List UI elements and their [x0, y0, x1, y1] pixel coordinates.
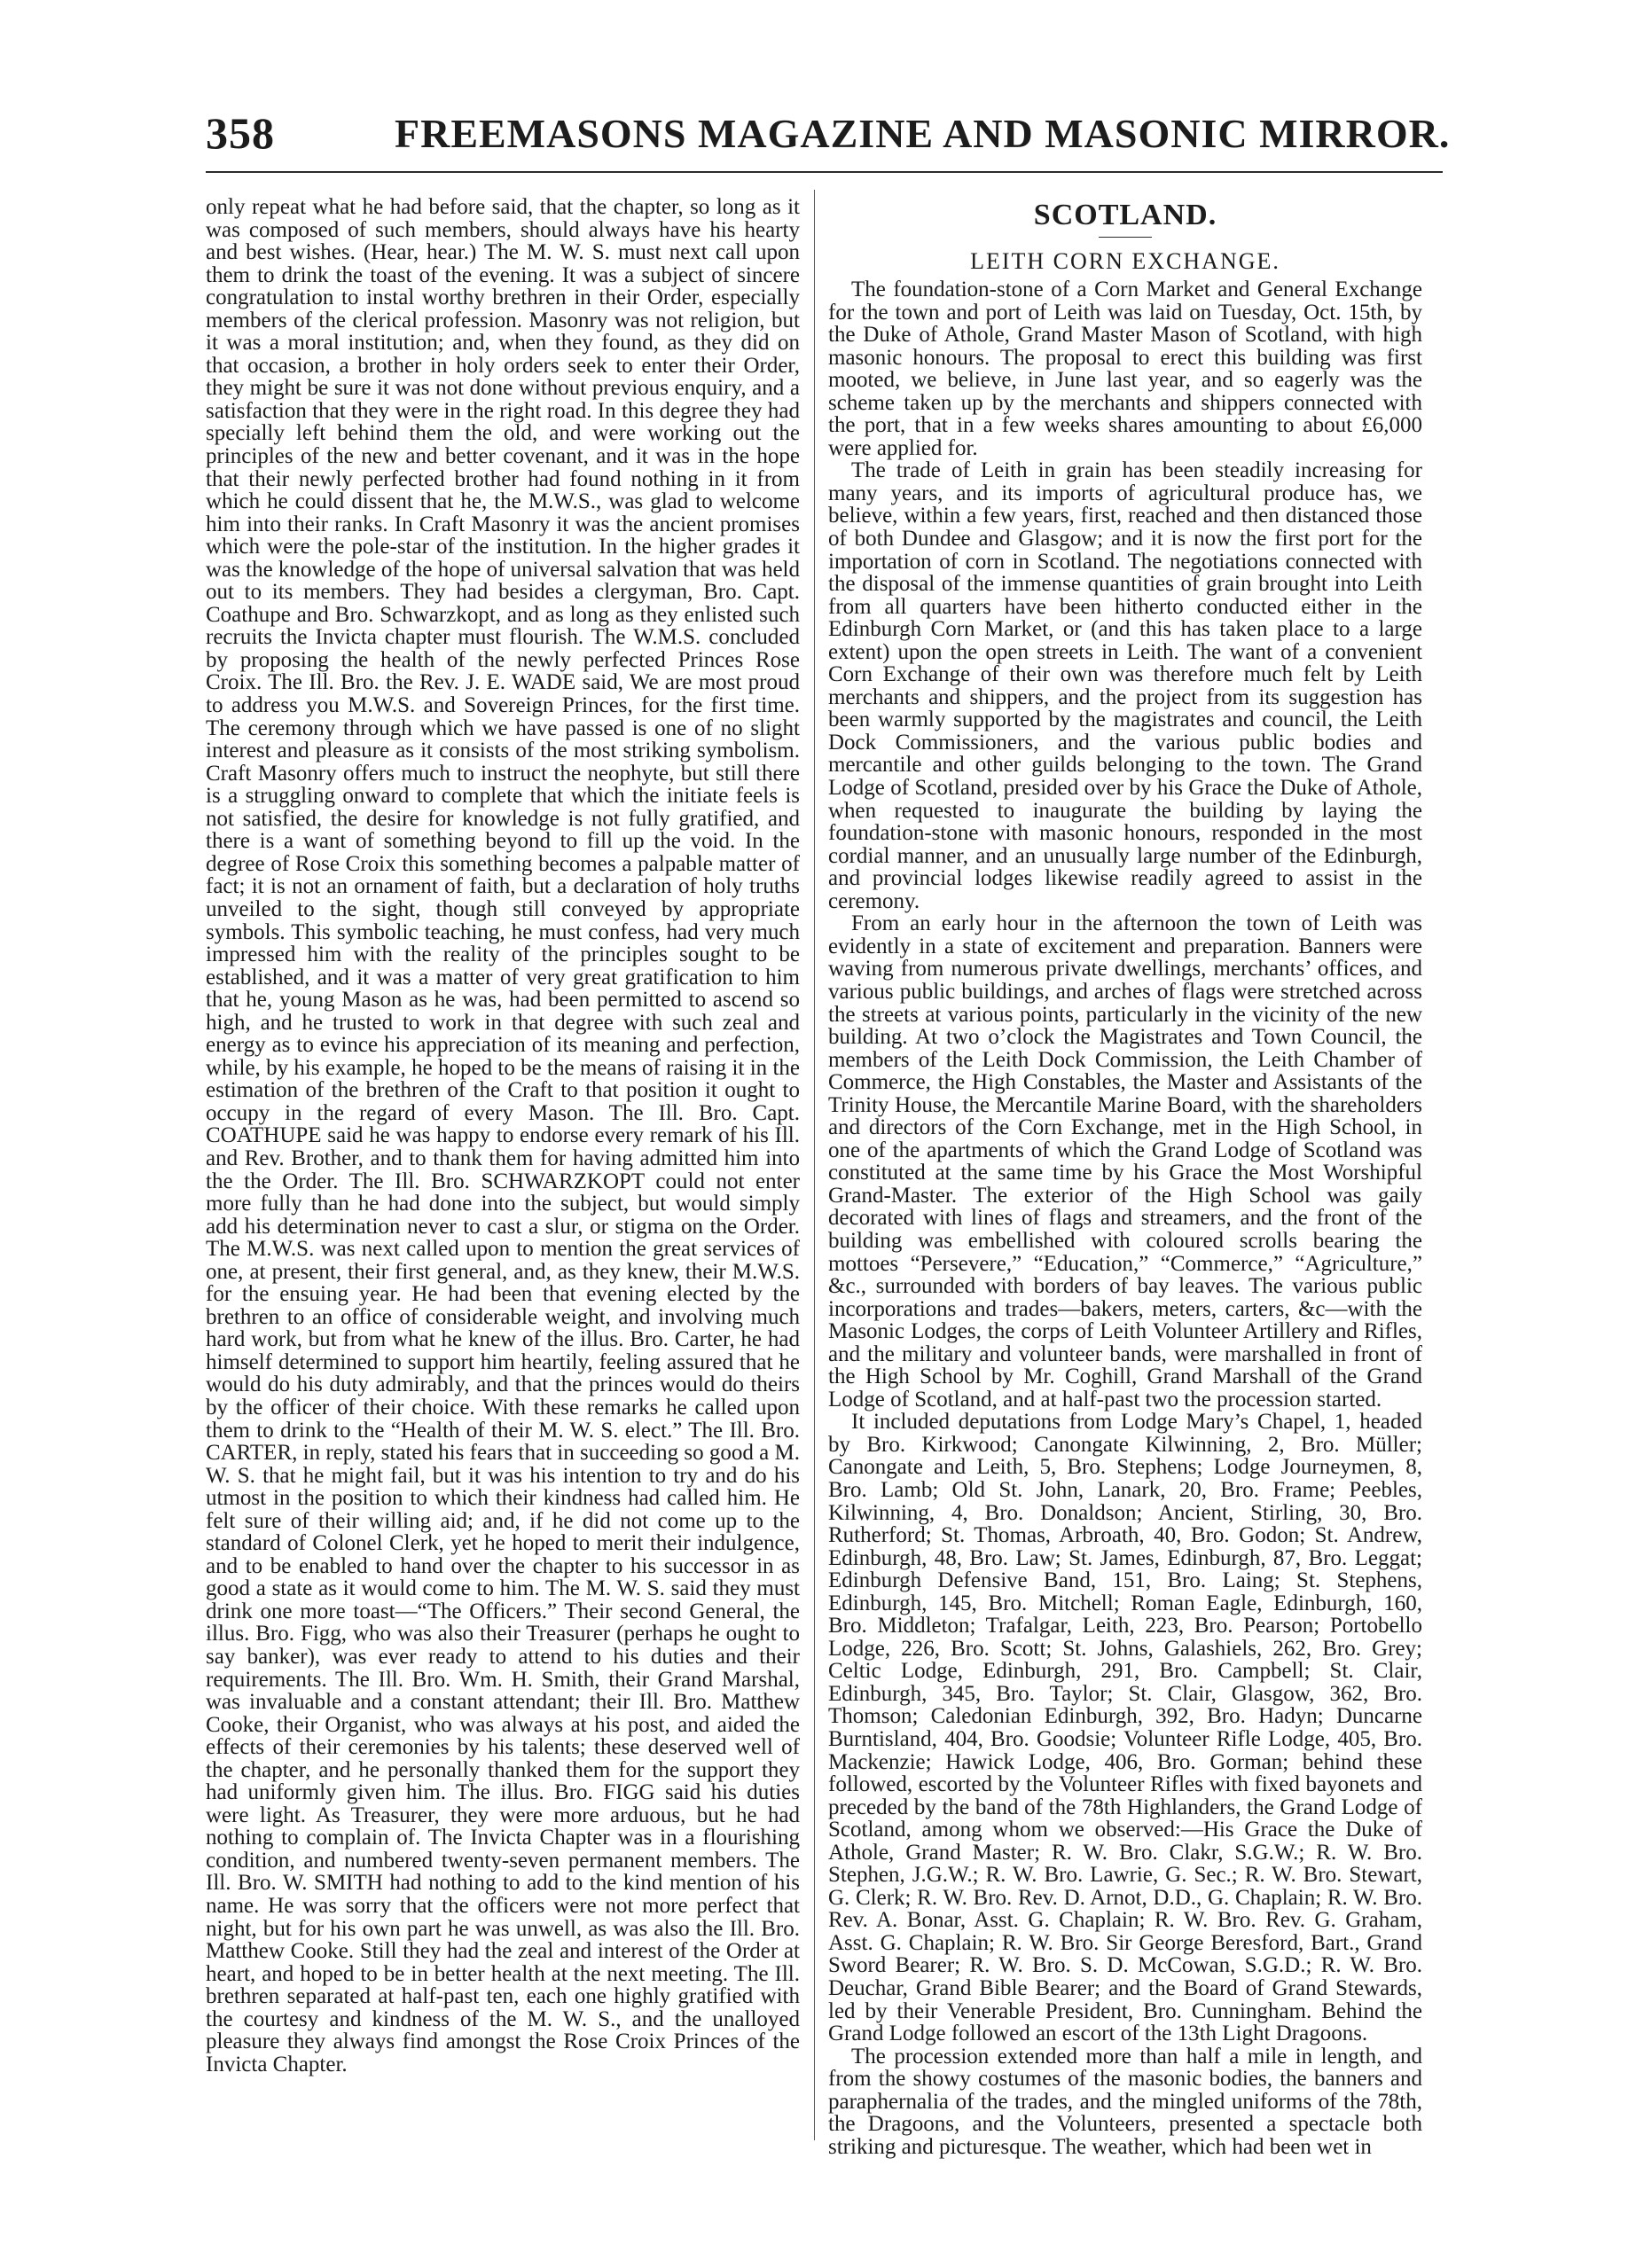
- left-paragraph: only repeat what he had before said, that the chapter, so long as it was composed of such members, should always have his hearty and best wishes. (Hear, hear.) The M. W. S. must next call upon them to drink the toast of the evening. It was a subject of sincere congratulation to instal worthy brethren in their Order, especially members of the clerical profession. Masonry was not religion, but it was a moral institution; and, when they found, as they did on that occasion, a brother in holy orders seek to enter their Order, they might be sure it was not done without previous enquiry, and a satisfaction that they were in the right road. In this degree they had specially left behind them the old, and were working out the principles of the new and better covenant, and it was in the hope that their newly perfected brother had found nothing in it from which he could dissent that he, the M.W.S., was glad to welcome him into their ranks. In Craft Masonry it was the ancient promises which were the pole-star of the institution. In the higher grades it was the knowledge of the hope of universal salvation that was held out to its members. They had besides a clergyman, Bro. Capt. Coathupe and Bro. Schwarzkopt, and as long as they enlisted such recruits the Invicta chapter must flourish. The W.M.S. concluded by proposing the health of the newly perfected Princes Rose Croix. The Ill. Bro. the Rev. J. E. WADE said, We are most proud to address you M.W.S. and Sovereign Princes, for the first time. The ceremony through which we have passed is one of no slight interest and pleasure as it consists of the most striking symbolism. Craft Masonry offers much to instruct the neophyte, but still there is a struggling onward to complete that which the initiate feels is not satisfied, the desire for knowledge is not fully gratified, and there is a want of something beyond to fill up the void. In the degree of Rose Croix this something becomes a palpable matter of fact; it is not an ornament of faith, but a declaration of holy truths unveiled to the sight, though still conveyed by appropriate symbols. This symbolic teaching, he must confess, had very much impressed him with the reality of the principles sought to be established, and it was a matter of very great gratification to him that he, young Mason as he was, had been permitted to ascend so high, and he trusted to work in that degree with such zeal and energy as to evince his appreciation of its meaning and perfection, while, by his example, he hoped to be the means of raising it in the estimation of the brethren of the Craft to that position it ought to occupy in the regard of every Mason. The Ill. Bro. Capt. COATHUPE said he was happy to endorse every remark of his Ill. and Rev. Brother, and to thank them for having admitted him into the the Order. The Ill. Bro. SCHWARZKOPT could not enter more fully than he had done into the subject, but would simply add his determination never to cast a slur, or stigma on the Order. The M.W.S. was next called upon to mention the great services of one, at present, their first general, and, as they knew, their M.W.S. for the ensuing year. He had been that evening elected by the brethren to an office of considerable weight, and involving much hard work, but from what he knew of the illus. Bro. Carter, he had himself determined to support him heartily, feeling assured that he would do his duty admirably, and that the princes would do theirs by the officer of their choice. With these remarks he called upon them to drink to the “Health of their M. W. S. elect.” The Ill. Bro. CARTER, in reply, stated his fears that in succeeding so good a M. W. S. that he might fail, but it was his intention to try and do his utmost in the position to which their kindness had called him. He felt sure of their willing aid; and, if he did not come up to the standard of Colonel Clerk, yet he hoped to merit their indulgence, and to be enabled to hand over the chapter to his successor in as good a state as it would come to him. The M. W. S. said they must drink one more toast—“The Officers.” Their second General, the illus. Bro. Figg, who was also their Treasurer (perhaps he ought to say banker), was ever ready to attend to his duties and their requirements. The Ill. Bro. Wm. H. Smith, their Grand Marshal, was invaluable and a constant attendant; their Ill. Bro. Matthew Cooke, their Organist, who was always at his post, and aided the effects of their ceremonies by his talents; these deserved well of the chapter, and he personally thanked them for the support they had uniformly given him. The illus. Bro. FIGG said his duties were light. As Treasurer, they were more arduous, but he had nothing to complain of. The Invicta Chapter was in a flourishing condition, and numbered twenty-seven permanent members. The Ill. Bro. W. SMITH had nothing to add to the kind mention of his name. He was sorry that the officers were not more perfect that night, but for his own part he was unwell, as was also the Ill. Bro. Matthew Cooke. Still they had the zeal and interest of the Order at heart, and hoped to be in better health at the next meeting. The Ill. brethren separated at half-past ten, each one highly gratified with the courtesy and kindness of the M. W. S., and the unalloyed pleasure they always find amongst the Rose Croix Princes of the Invicta Chapter.: [206, 195, 800, 2076]
- column-divider: [814, 190, 815, 2140]
- article-paragraph: It included deputations from Lodge Mary’s Chapel, 1, headed by Bro. Kirkwood; Canongate Kilwinning, 2, Bro. Müller; Canongate and Leith, 5, Bro. Stephens; Lodge Journeymen, 8, Bro. Lamb; Old St. John, Lanark, 20, Bro. Frame; Peebles, Kilwinning, 4, Bro. Donaldson; Ancient, Stirling, 30, Bro. Rutherford; St. Thomas, Arbroath, 40, Bro. Godon; St. Andrew, Edinburgh, 48, Bro. Law; St. James, Edinburgh, 87, Bro. Leggat; Edinburgh Defensive Band, 151, Bro. Laing; St. Stephens, Edinburgh, 145, Bro. Mitchell; Roman Eagle, Edinburgh, 160, Bro. Middleton; Trafalgar, Leith, 223, Bro. Pearson; Portobello Lodge, 226, Bro. Scott; St. Johns, Galashiels, 262, Bro. Grey; Celtic Lodge, Edinburgh, 291, Bro. Campbell; St. Clair, Edinburgh, 345, Bro. Taylor; St. Clair, Glasgow, 362, Bro. Thomson; Caledonian Edinburgh, 392, Bro. Hadyn; Duncarne Burntisland, 404, Bro. Goodsie; Volunteer Rifle Lodge, 405, Bro. Mackenzie; Hawick Lodge, 406, Bro. Gorman; behind these followed, escorted by the Volunteer Rifles with fixed bayonets and preceded by the band of the 78th Highlanders, the Grand Lodge of Scotland, among whom we observed:—His Grace the Duke of Athole, Grand Master; R. W. Bro. Clakr, S.G.W.; R. W. Bro. Stephen, J.G.W.; R. W. Bro. Lawrie, G. Sec.; R. W. Bro. Stewart, G. Clerk; R. W. Bro. Rev. D. Arnot, D.D., G. Chaplain; R. W. Bro. Rev. A. Bonar, Asst. G. Chaplain; R. W. Bro. Rev. G. Graham, Asst. G. Chaplain; R. W. Bro. Sir George Beresford, Bart., Grand Sword Bearer; R. W. Bro. S. D. McCowan, S.G.D.; R. W. Bro. Deuchar, Grand Bible Bearer; and the Board of Grand Stewards, led by their Venerable President, Bro. Cunningham. Behind the Grand Lodge followed an escort of the 13th Light Dragoons.: [828, 1410, 1422, 2046]
- running-head-title: FREEMASONS MAGAZINE AND MASONIC MIRROR.: [395, 111, 1451, 156]
- header-rule: [206, 171, 1443, 173]
- section-rule: [1099, 237, 1152, 238]
- section-title: SCOTLAND.: [1033, 199, 1217, 231]
- right-column: [828, 198, 1422, 2158]
- article-paragraph: The foundation-stone of a Corn Market and General Exchange for the town and port of Leith was laid on Tuesday, Oct. 15th, by the Duke of Athole, Grand Master Mason of Scotland, with high masonic honours. The proposal to erect this building was first mooted, we believe, in June last year, and so eagerly was the scheme taken up by the merchants and shippers connected with the port, that in a few weeks shares amounting to about £6,000 were applied for.: [828, 278, 1422, 460]
- left-column: [206, 196, 800, 2076]
- article-title: LEITH CORN EXCHANGE.: [970, 248, 1280, 274]
- article-paragraph: The trade of Leith in grain has been steadily increasing for many years, and its imports of agricultural produce has, we believe, within a few years, first, reached and then distanced those of both Dundee and Glasgow; and it is now the first port for the importation of corn in Scotland. The negotiations connected with the disposal of the immense quantities of grain brought into Leith from all quarters have been hitherto conducted either in the Edinburgh Corn Market, or (and this has taken place to a large extent) upon the open streets in Leith. The want of a convenient Corn Exchange of their own was therefore much felt by Leith merchants and shippers, and the project from its suggestion has been warmly supported by the magistrates and council, the Leith Dock Commissioners, and the various public bodies and mercantile and other guilds belonging to the town. The Grand Lodge of Scotland, presided over by his Grace the Duke of Athole, when requested to inaugurate the building by laying the foundation-stone with masonic honours, responded in the most cordial manner, and an unusually large number of the Edinburgh, and provincial lodges likewise readily agreed to assist in the ceremony.: [828, 458, 1422, 913]
- article-paragraph: From an early hour in the afternoon the town of Leith was evidently in a state of excitement and preparation. Banners were waving from numerous private dwellings, merchants’ offices, and various public buildings, and arches of flags were stretched across the streets at various points, particularly in the vicinity of the new building. At two o’clock the Magistrates and Town Council, the members of the Leith Dock Commission, the Leith Chamber of Commerce, the High Constables, the Master and Assistants of the Trinity House, the Mercantile Marine Board, with the shareholders and directors of the Corn Exchange, met in the High School, in one of the apartments of which the Grand Lodge of Scotland was constituted at the same time by his Grace the Most Worshipful Grand-Master. The exterior of the High School was gaily decorated with lines of flags and streamers, and the front of the building was embellished with coloured scrolls bearing the mottoes “Persevere,” “Education,” “Commerce,” “Agriculture,” &c., surrounded with borders of bay leaves. The various public incorporations and trades—bakers, meters, carters, &c—with the Masonic Lodges, the corps of Leith Volunteer Artillery and Rifles, and the military and volunteer bands, were marshalled in front of the High School by Mr. Coghill, Grand Marshall of the Grand Lodge of Scotland, and at half-past two the procession started.: [828, 911, 1422, 1412]
- page-number: 358: [206, 108, 275, 158]
- article-paragraph: The procession extended more than half a mile in length, and from the showy costumes of the masonic bodies, the banners and paraphernalia of the trades, and the mingled uniforms of the 78th, the Dragoons, and the Volunteers, presented a spectacle both striking and picturesque. The weather, which had been wet in: [828, 2044, 1422, 2159]
